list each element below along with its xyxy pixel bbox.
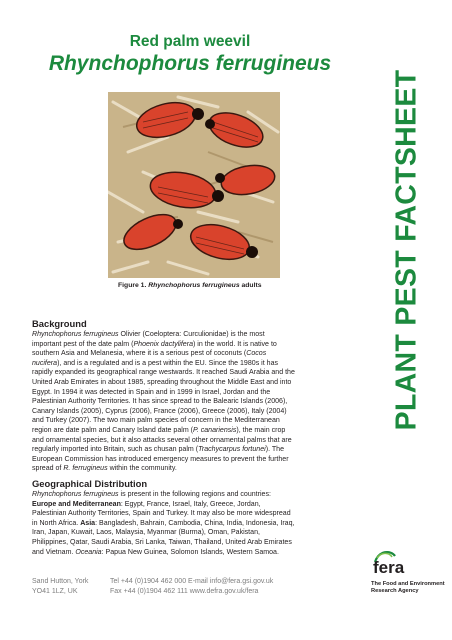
text-line xyxy=(32,519,380,529)
text-run: southern Asia and Melanesia, where it is a serious pest of coconuts ( xyxy=(32,350,247,358)
text-run: Europe and Mediterranean xyxy=(32,500,121,508)
text-run: Olivier (Coeloptera: Curculionidae) is the most xyxy=(118,331,265,338)
text-run: ), the main crop xyxy=(236,426,286,434)
text-line xyxy=(32,445,380,455)
footer-address xyxy=(32,577,88,597)
text-run: United Arab Emirates in about 1985, spreading throughout the Middle East and into xyxy=(32,378,292,386)
text-run: spread of xyxy=(32,465,64,473)
text-line xyxy=(32,407,380,417)
footer-contact xyxy=(110,577,273,597)
text-run: and ornamental species, but it also attacks several other ornamental palms that are xyxy=(32,436,292,444)
text-run: region are date palm and Canary Island date palm ( xyxy=(32,426,193,434)
page-subtitle: Red palm weevil xyxy=(129,33,251,50)
text-line xyxy=(32,349,380,359)
fax-web-line: Fax +44 (0)1904 462 111 www.defra.gov.uk/fera xyxy=(110,588,259,595)
figure-caption xyxy=(118,282,262,289)
address-line: Sand Hutton, York xyxy=(32,578,89,585)
fera-logo-mark xyxy=(371,548,423,576)
text-line xyxy=(32,378,380,388)
text-line xyxy=(32,359,380,369)
text-run: ) in the world. It is native to xyxy=(193,340,277,348)
text-line xyxy=(32,426,380,436)
text-run: R. ferrugineus xyxy=(63,465,108,473)
text-line xyxy=(32,340,380,350)
text-run: ). The xyxy=(265,446,284,454)
text-run: : Papua New Guinea, Solomon Islands, Western Samoa. xyxy=(101,548,279,556)
fera-wordmark: fera xyxy=(373,558,405,576)
text-run: within the community. xyxy=(107,465,177,473)
text-run: Palestinian Authority Territories, Spain and Turkey. It may also be more widespread xyxy=(32,510,291,518)
background-paragraph xyxy=(32,330,380,474)
logo-line: The Food and Environment xyxy=(371,581,445,587)
text-line xyxy=(32,464,380,474)
text-line xyxy=(32,330,380,340)
text-run: Iran, Japan, Kuwait, Laos, Malaysia, Myanmar (Burma), Oman, Pakistan, xyxy=(32,529,260,537)
text-run: Trachycarpus fortunei xyxy=(198,446,266,454)
caption-suffix: adults xyxy=(239,282,262,289)
text-line xyxy=(32,528,380,538)
text-run: Cocos xyxy=(246,350,267,358)
text-run: Philippines, Qatar, Saudi Arabia, Sri Lanka, Taiwan, Thailand, United Arab Emirates xyxy=(32,538,292,546)
text-line xyxy=(32,490,380,500)
distribution-paragraph xyxy=(32,490,380,557)
text-run: important pest of the date palm ( xyxy=(32,340,134,348)
text-run: rapidly expanded its geographical range westwards. It reached Saudi Arabia and the xyxy=(32,369,295,377)
fera-logo xyxy=(371,548,445,614)
factsheet-banner-text: PLANT PEST FACTSHEET xyxy=(390,69,423,430)
tel-email-line: Tel +44 (0)1904 462 000 E-mail info@fera.gsi.gov.uk xyxy=(110,578,274,585)
text-line xyxy=(32,455,380,465)
text-line xyxy=(32,368,380,378)
text-run: Phoenix dactylifera xyxy=(133,340,193,348)
text-run: : Bangladesh, Bahrain, Cambodia, China, India, Indonesia, Iraq, xyxy=(95,519,295,527)
text-line xyxy=(32,509,380,519)
text-line xyxy=(32,436,380,446)
weevil-photo-image xyxy=(108,92,280,278)
text-line xyxy=(32,548,380,558)
text-run: and Vietnam. xyxy=(32,548,76,556)
text-run: Oceania xyxy=(75,548,102,556)
distribution-heading: Geographical Distribution xyxy=(32,478,148,489)
weevil-photo xyxy=(108,92,280,278)
text-line xyxy=(32,397,380,407)
text-run: is present in the following regions and countries: xyxy=(118,491,271,498)
text-run: Egypt. In 1994 it was detected in Spain and in 1999 in Israel, Jordan and the xyxy=(32,388,271,396)
text-line xyxy=(32,538,380,548)
text-run: in North Africa. xyxy=(32,519,81,527)
address-line: YO41 1LZ, UK xyxy=(32,588,78,595)
background-heading: Background xyxy=(32,318,87,329)
page-title: Rhynchophorus ferrugineus xyxy=(48,52,332,75)
text-run: and Turkey (2007). The two main palm species of concern in the Mediterranean xyxy=(32,417,280,425)
caption-prefix: Figure 1. xyxy=(118,282,149,289)
text-run: regularly imported into Britain, such as chusan palm ( xyxy=(32,446,199,454)
text-line xyxy=(32,416,380,426)
text-line xyxy=(32,500,380,510)
text-run: Rhynchophorus ferrugineus xyxy=(32,491,119,498)
text-run: Rhynchophorus ferrugineus xyxy=(32,331,119,338)
factsheet-banner xyxy=(383,22,431,477)
text-run: Palestinian Authority Territories. It has since spread to the Balearic Islands (2006), xyxy=(32,398,288,406)
text-run: P. canariensis xyxy=(193,426,237,434)
caption-species: Rhynchophorus ferrugineus xyxy=(148,282,240,289)
text-run: Canary Islands (2005), Cyprus (2006), France (2006), Greece (2006), Italy (2004) xyxy=(32,407,287,415)
text-run: : Egypt, France, Israel, Italy, Greece, Jordan, xyxy=(120,500,261,508)
logo-line: Research Agency xyxy=(371,588,419,594)
text-run: Asia xyxy=(80,519,96,527)
text-run: European Commission has introduced emergency measures to prevent the further xyxy=(32,455,289,463)
text-run: nucifera xyxy=(32,359,58,367)
text-run: ), and is a regulated and is a pest within the EU. Since the 1980s it has xyxy=(57,359,279,367)
text-line xyxy=(32,388,380,398)
